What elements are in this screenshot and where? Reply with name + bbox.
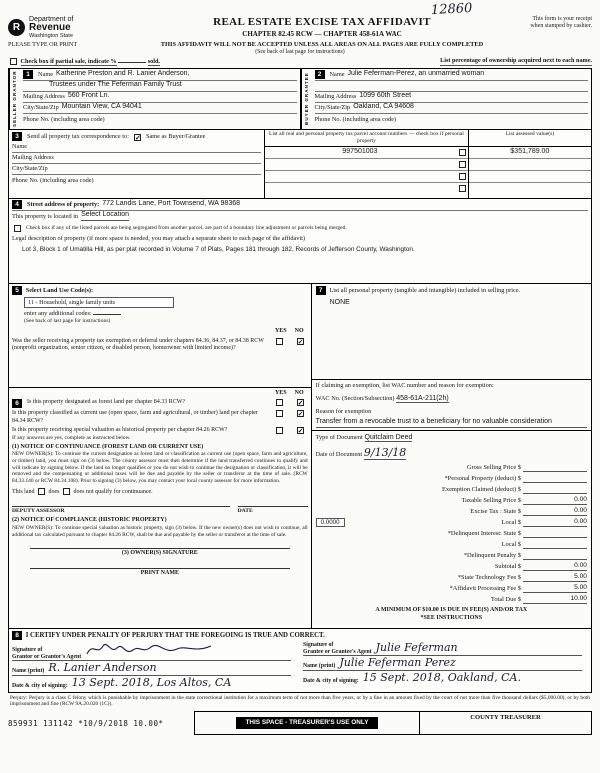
fee-label: *Personal Property (deduct) $ <box>444 475 521 483</box>
treasurer-space-box <box>194 711 420 735</box>
wac-number-field[interactable]: 458-61A-211(2h) <box>396 394 449 402</box>
fee-value[interactable] <box>523 493 587 494</box>
land-use-label: Select Land Use Code(s): <box>25 286 94 294</box>
fee-label: Local $ <box>501 541 521 549</box>
current-use-yes-checkbox[interactable] <box>276 410 283 417</box>
left-column <box>9 284 312 628</box>
cashier-stamp: 859931 131142 *10/9/2018 10.00* <box>8 718 164 728</box>
partial-sale-note <box>8 57 160 66</box>
grantor-signature-block <box>12 641 297 690</box>
certify-statement: I CERTIFY UNDER PENALTY OF PERJURY THAT THE FOREGOING IS TRUE AND CORRECT. <box>25 631 325 639</box>
no-header-2: NO <box>294 389 304 396</box>
same-as-buyer-label: Same as Buyer/Grantee <box>145 132 206 140</box>
deferral-yes-checkbox[interactable] <box>276 338 283 345</box>
qualify-does-label: does <box>48 488 60 495</box>
doc-date-field[interactable]: 9/13/18 <box>363 445 407 459</box>
document-type-block <box>312 431 591 462</box>
section-2-number: 2 <box>315 70 325 79</box>
notice-continuance-title: (1) NOTICE OF CONTINUANCE (FOREST LAND OR CURRENT USE) <box>12 443 204 450</box>
treasurer-space-label: THIS SPACE - TREASURER'S USE ONLY <box>236 717 379 729</box>
grantee-date-label: Date & city of signing: <box>303 678 359 685</box>
section-5-number: 5 <box>12 286 22 295</box>
no-header: NO <box>294 328 304 335</box>
right-column <box>312 284 591 628</box>
assessed-values-header: List assessed value(s) <box>469 130 591 147</box>
partial-sale-checkbox[interactable] <box>10 58 17 65</box>
completion-warning: THIS AFFIDAVIT WILL NOT BE ACCEPTED UNLESS ALL AREAS ON ALL PAGES ARE FULLY COMPLETED <box>160 40 484 48</box>
fee-value[interactable] <box>523 559 587 560</box>
does-not-qualify-checkbox[interactable] <box>63 488 70 495</box>
title-block <box>160 16 484 39</box>
seller-mailing-field[interactable]: 560 Front Ln. <box>67 91 110 99</box>
additional-codes-field[interactable] <box>93 309 121 315</box>
grantor-date-field[interactable]: 13 Sept. 2018, Los Altos, CA <box>71 675 232 689</box>
deferral-question: Was the seller receiving a property tax exemption or deferral under chapters 84.36, 84.37, or 84.38 RCW (nonprofit organization, senior citizen, or disabled person, homeowner with limited income)? <box>12 337 264 352</box>
see-back-note: (See back of last page for instructions) <box>255 48 345 55</box>
fee-row <box>316 593 587 604</box>
subheader-row <box>8 41 592 49</box>
fee-row <box>316 483 587 494</box>
certification-section <box>8 628 592 693</box>
partial-sale-label: Check box if partial sale, indicate % <box>20 57 117 65</box>
fee-row <box>316 516 587 527</box>
minimum-fee-note: A MINIMUM OF $10.00 IS DUE IN FEE(S) AND/OR TAX <box>375 607 528 614</box>
buyer-side-label: BUYER GRANTEE <box>301 69 312 129</box>
fee-value[interactable] <box>523 471 587 472</box>
dept-of-label: Department of <box>29 16 74 23</box>
property-address-section <box>8 198 592 284</box>
current-use-question: Is this property classified as current use (open space, farm and agricultural, or timber) land per chapter 84.34 RCW? <box>12 410 258 424</box>
land-use-code-select[interactable]: 11 - Household, single family units <box>24 297 174 309</box>
same-as-buyer-checkbox[interactable] <box>134 134 141 141</box>
legal-description-field[interactable]: Lot 3, Block 1 of Umatilla Hill, as per plat recorded in Volume 7 of Plats, Pages 181 through 182, Records of Jefferson County, Washington. <box>22 245 415 253</box>
middle-columns <box>8 283 592 629</box>
doc-date-label: Date of Document <box>315 450 363 458</box>
fee-row <box>316 582 587 593</box>
fee-label: Total Due $ <box>490 596 521 604</box>
seller-name-field[interactable]: Katherine Preston and R. Lanier Anderson, <box>56 69 190 77</box>
grantee-signature-ink: Julie Feferman <box>375 641 458 655</box>
current-use-no-checkbox[interactable] <box>297 410 304 417</box>
grantee-name-print-label: Name (print) <box>303 663 336 670</box>
personal-property-checkbox-4[interactable] <box>459 185 466 192</box>
county-treasurer-box: COUNTY TREASURER <box>420 711 592 735</box>
exemption-section <box>312 380 591 431</box>
seller-city-field[interactable]: Mountain View, CA 94041 <box>61 102 142 110</box>
wac-number-label: WAC No. (Section/Subsection) <box>315 394 395 402</box>
buyer-city-field[interactable]: Oakland, CA 94608 <box>353 102 414 110</box>
buyer-mailing-label: Mailing Address <box>314 92 357 100</box>
assessed-values-column <box>469 130 591 198</box>
receipt-note-line1: This form is your receipt <box>532 16 592 22</box>
reason-exemption-field[interactable]: Transfer from a revocable trust to a beneficiary for no valuable consideration <box>316 418 587 428</box>
street-address-label: Street address of property: <box>27 200 100 208</box>
personal-property-label: List all personal property (tangible and intangible) included in selling price. <box>329 286 521 294</box>
fee-row <box>316 571 587 582</box>
continuance-qualify-row <box>12 488 308 496</box>
land-use-section <box>9 284 311 388</box>
personal-property-checkbox-1[interactable] <box>459 149 466 156</box>
deferral-no-checkbox[interactable] <box>297 338 304 345</box>
parcel-numbers-column <box>265 130 469 198</box>
ownership-percentage-note: List percentage of ownership acquired next to each name. <box>440 56 592 64</box>
grantor-name-print-field[interactable]: R. Lanier Anderson <box>48 660 157 674</box>
qualify-pre-label: This land <box>12 488 35 495</box>
send-correspondence-label: Send all property tax correspondence to: <box>27 132 129 140</box>
forest-no-checkbox[interactable] <box>297 399 304 406</box>
yes-header: YES <box>274 328 287 335</box>
fee-label: Local $ <box>501 519 521 527</box>
excise-local-rate-box[interactable]: 0.0000 <box>316 518 345 528</box>
segregated-parcel-label: Check box if any of the listed parcels are being segregated from another parcel, are part of a boundary line adjustment or parcels being merged. <box>26 224 347 231</box>
deputy-assessor-label: DEPUTY ASSESSOR <box>12 506 230 515</box>
corr-mailing-label: Mailing Address <box>12 153 54 161</box>
see-back-note-2: (See back of last page for instructions) <box>24 318 111 325</box>
personal-property-section <box>312 284 591 380</box>
street-address-field[interactable]: 772 Landis Lane, Port Townsend, WA 98368 <box>102 199 240 207</box>
washington-state-label: Washington State <box>29 32 73 39</box>
form-chapter: CHAPTER 82.45 RCW — CHAPTER 458-61A WAC <box>242 29 402 38</box>
additional-codes-label: enter any additional codes: <box>24 310 92 318</box>
seller-phone-label: Phone No. (including area code) <box>23 115 105 123</box>
fee-value[interactable] <box>523 537 587 538</box>
segregated-parcel-checkbox[interactable] <box>14 225 21 232</box>
yes-header-2: YES <box>274 389 287 396</box>
forest-yes-checkbox[interactable] <box>276 399 283 406</box>
classification-section <box>9 388 311 628</box>
receipt-note-line2: when stamped by cashier. <box>530 23 592 30</box>
dor-logo-text <box>29 16 73 40</box>
historic-question: Is this property receiving special valuation as historical property per chapter 84.26 RCW? <box>12 427 228 434</box>
fee-row <box>316 494 587 505</box>
partial-sale-row <box>8 57 592 66</box>
fee-label: Excise Tax : State $ <box>470 508 521 516</box>
seller-city-label: City/State/Zip <box>23 103 59 111</box>
correspondence-fields <box>9 130 265 198</box>
grantor-signature-squiggle <box>85 641 215 657</box>
fee-value[interactable]: 10.00 <box>523 595 587 604</box>
buyer-section <box>300 68 593 130</box>
partial-sale-percent-field[interactable] <box>118 57 146 63</box>
reason-exemption-label: Reason for exemption <box>315 408 372 416</box>
fee-label: Subtotal $ <box>494 563 521 571</box>
grantor-sig-label: Signature of Grantor or Grantor's Agent <box>12 647 82 660</box>
does-qualify-checkbox[interactable] <box>38 488 45 495</box>
fee-row <box>316 505 587 516</box>
section-8-number: 8 <box>12 631 22 640</box>
parcel-numbers-header: List all real and personal property tax parcel account numbers — check box if personal property <box>265 130 468 147</box>
fee-label: Exemption Claimed (deduct) $ <box>442 486 521 494</box>
fee-value[interactable]: 0.00 <box>523 518 587 527</box>
grantor-name-print-label: Name (print) <box>12 668 45 675</box>
personal-property-checkbox-2[interactable] <box>459 161 466 168</box>
personal-property-checkbox-3[interactable] <box>459 173 466 180</box>
section-7-number: 7 <box>316 286 326 295</box>
parties-section <box>8 68 592 130</box>
revenue-logo-icon: R <box>8 19 25 36</box>
assessed-value-field[interactable]: $351,789.00 <box>510 147 550 155</box>
fee-label: Gross Selling Price $ <box>466 464 521 472</box>
section-1-number: 1 <box>23 70 33 79</box>
doc-type-field[interactable]: Quitclaim Deed <box>364 433 413 441</box>
grantee-sig-label: Signature of Grantee or Grantee's Agent <box>303 642 372 655</box>
fee-label: *State Technology Fee $ <box>457 574 521 582</box>
form-title: REAL ESTATE EXCISE TAX AFFIDAVIT <box>213 16 431 28</box>
fee-row <box>316 472 587 483</box>
grantor-signature-ink <box>85 641 215 660</box>
buyer-mailing-field[interactable]: 1099 60th Street <box>359 91 412 99</box>
form-header <box>8 16 592 40</box>
deputy-assessor-row <box>12 506 308 515</box>
buyer-fields <box>312 69 592 129</box>
fees-list <box>312 461 591 604</box>
buyer-phone-label: Phone No. (including area code) <box>314 115 397 123</box>
seller-name-label: Name <box>38 70 54 78</box>
see-instructions-note: *SEE INSTRUCTIONS <box>420 614 483 621</box>
grantee-signature-block <box>297 641 588 690</box>
buyer-name-label: Name <box>329 70 345 78</box>
seller-side-label: SELLER GRANTOR <box>9 69 20 129</box>
fee-value[interactable] <box>523 482 587 483</box>
dor-logo <box>8 16 160 40</box>
buyer-name-field[interactable]: Julie Feferman-Perez, an unmarried woman <box>347 69 485 77</box>
property-location-select[interactable]: Select Location <box>81 211 129 221</box>
correspondence-section <box>8 129 592 199</box>
exemption-intro: If claiming an exemption, list WAC number and reason for exemption: <box>315 381 494 389</box>
fee-value[interactable]: 5.00 <box>523 584 587 593</box>
doc-type-label: Type of Document <box>315 433 363 441</box>
notice-continuance-body: NEW OWNER(S): To continue the current designation as forest land or classification as current use (open space, farm and agriculture, or timber) land, you must sign on (3) below. The county assessor must then determine if the land transferred continues to qualify and will indicate by signing below. If the land no longer qualifies or you do not wish to continue the designation or classification, it will be removed and the compensating or additional taxes will be due and payable by the seller or transferor at the time of sale. (RCW 84.33.140 or RCW 84.34.108). Prior to signing (3) below, you may contact your local county assessor for more information. <box>12 451 308 485</box>
fee-value[interactable]: 0.00 <box>523 562 587 571</box>
fee-row <box>316 538 587 549</box>
qualify-does-not-label: does not <box>73 488 94 495</box>
seller-fields <box>20 69 300 129</box>
fee-row <box>316 461 587 472</box>
receipt-note <box>484 16 592 30</box>
handwritten-receipt-number: 12860 <box>430 0 473 19</box>
partial-sale-sold-label: sold. <box>147 57 160 65</box>
qualify-post-label: qualify for continuance. <box>95 488 153 495</box>
seller-name-field-line2[interactable]: Trustees under The Feferman Family Trust <box>49 80 182 88</box>
grantee-name-print-field[interactable]: Julie Feferman Perez <box>339 655 456 669</box>
revenue-label: Revenue <box>29 22 71 34</box>
corr-name-label: Name <box>12 142 28 150</box>
forest-land-question: Is this property designated as forest land per chapter 84.33 RCW? <box>27 399 186 406</box>
fee-value[interactable]: 0.00 <box>523 496 587 505</box>
grantee-date-field[interactable]: 15 Sept. 2018, Oakland, CA. <box>362 670 521 684</box>
fee-value[interactable] <box>523 548 587 549</box>
fee-value[interactable]: 5.00 <box>523 573 587 582</box>
seller-section <box>8 68 301 130</box>
notice-compliance-title: (2) NOTICE OF COMPLIANCE (HISTORIC PROPERTY) <box>12 517 167 524</box>
legal-description-label: Legal description of property (if more space is needed, you may attach a separate sheet to each page of the affidavit) <box>12 234 306 242</box>
fee-row <box>316 549 587 560</box>
located-in-label: This property is located in <box>12 212 79 220</box>
section-3-number: 3 <box>12 132 22 141</box>
please-type-or-print: PLEASE TYPE OR PRINT <box>8 40 78 48</box>
fee-label: *Delinquent Penalty $ <box>463 552 521 560</box>
fee-label: *Affidavit Processing Fee $ <box>449 585 521 593</box>
fee-row <box>316 560 587 571</box>
corr-phone-label: Phone No. (including area code) <box>12 176 94 184</box>
seller-mailing-label: Mailing Address <box>23 92 65 100</box>
perjury-notice: Perjury: Perjury is a class C felony which is punishable by imprisonment in the state correctional institution for a maximum term of not more than five years, or by a fine in an amount fixed by the court of not more than five thousand dollars ($5,000.00), or by both imprisonment and fine (RCW 9A.20.020 (1C)). <box>10 694 590 708</box>
historic-no-checkbox[interactable] <box>297 427 304 434</box>
fee-value[interactable]: 0.00 <box>523 507 587 516</box>
personal-property-field[interactable]: NONE <box>329 298 350 306</box>
parcel-number-field[interactable]: 997501003 <box>342 147 378 155</box>
fee-row <box>316 527 587 538</box>
fee-label: *Delinquent Interest: State $ <box>447 530 521 538</box>
buyer-city-label: City/State/Zip <box>314 103 351 111</box>
section-6-number: 6 <box>12 399 22 408</box>
corr-city-label: City/State/Zip <box>12 164 48 172</box>
fee-label: Taxable Selling Price $ <box>461 497 521 505</box>
footer-row <box>8 711 592 735</box>
assessor-date-label: DATE <box>238 506 308 515</box>
if-yes-note: If any answers are yes, complete as instructed below. <box>12 434 131 441</box>
notice-compliance-body: NEW OWNER(S): To continue special valuation as historic property, sign (3) below. If the new owner(s) does not wish to continue, all additional tax calculated pursuant to chapter 84.26 RCW, shall be due and payable by the seller or transferor at the time of sale. <box>12 524 308 538</box>
section-4-number: 4 <box>12 200 22 209</box>
grantor-date-label: Date & city of signing: <box>12 683 68 690</box>
historic-yes-checkbox[interactable] <box>276 427 283 434</box>
print-name-line[interactable]: PRINT NAME <box>30 568 290 578</box>
owners-signature-line[interactable]: (3) OWNER(S) SIGNATURE <box>30 548 290 558</box>
